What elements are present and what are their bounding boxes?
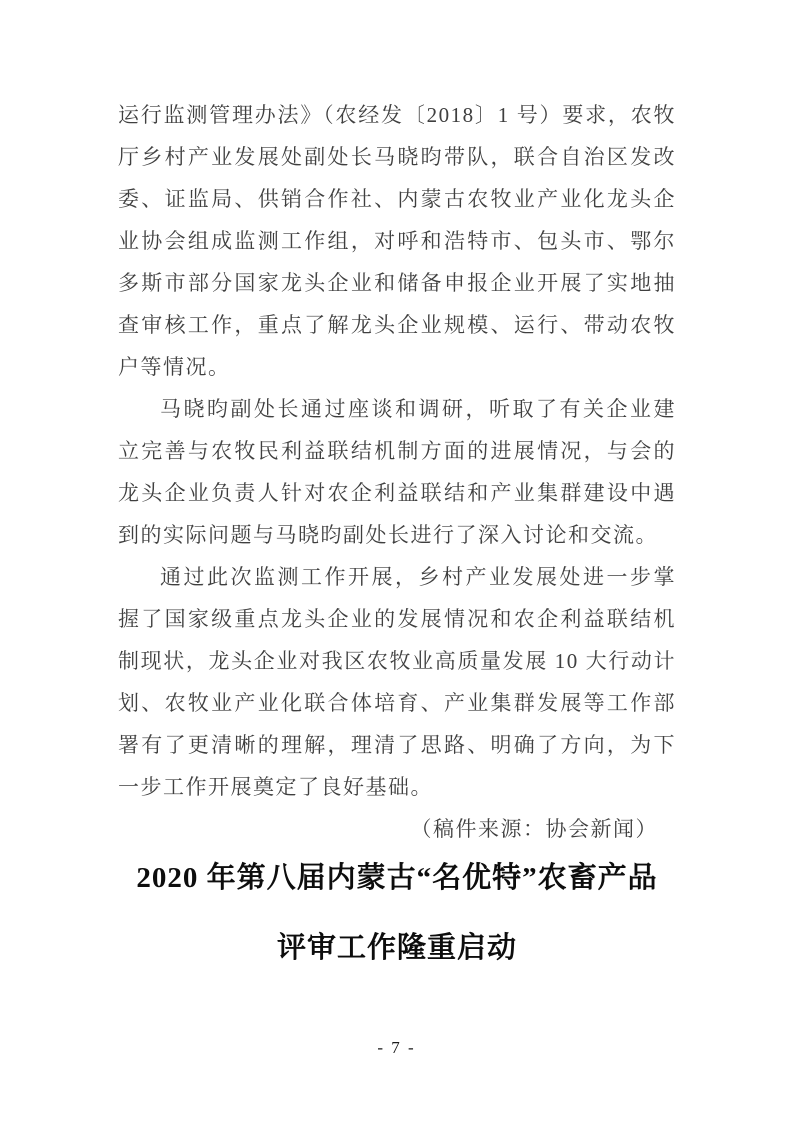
paragraph-work-summary: 通过此次监测工作开展，乡村产业发展处进一步掌握了国家级重点龙头企业的发展情况和农企利益联结机制现状，龙头企业对我区农牧业高质量发展 10 大行动计划、农牧业产业化联合体培育、产业集群发展等工作部署有了更清晰的理解，理清了思路、明确了方向，为下一步工作开展奠定了良好基础。 [118, 565, 676, 799]
paragraph-discussion-exchange: 马晓昀副处长通过座谈和调研，听取了有关企业建立完善与农牧民利益联结机制方面的进展情况，与会的龙头企业负责人针对农企利益联结和产业集群建设中遇到的实际问题与马晓昀副处长进行了深入讨论和交流。 [118, 397, 676, 547]
article-title-line-1: 2020 年第八届内蒙古“名优特”农畜产品 [136, 862, 658, 894]
article-title-line-2: 评审工作隆重启动 [276, 932, 517, 964]
article-source-attribution: （稿件来源：协会新闻） [410, 817, 658, 841]
page-number: - 7 - [377, 1038, 416, 1057]
paragraph-monitoring-work: 运行监测管理办法》（农经发〔2018〕1 号）要求，农牧厅乡村产业发展处副处长马晓昀带队，联合自治区发改委、证监局、供销合作社、内蒙古农牧业产业化龙头企业协会组成监测工作组，对呼和浩特市、包头市、鄂尔多斯市部分国家龙头企业和储备申报企业开展了实地抽查审核工作，重点了解龙头企业规模、运行、带动农牧户等情况。 [118, 103, 676, 379]
next-article-title [118, 843, 676, 983]
body-text-block [118, 94, 676, 850]
